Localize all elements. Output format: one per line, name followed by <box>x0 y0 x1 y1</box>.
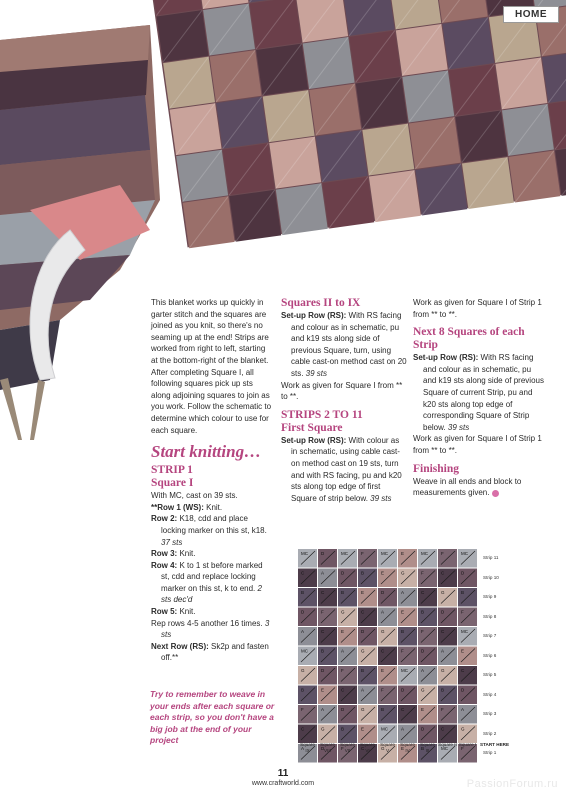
schematic-colour-code: C <box>441 570 445 576</box>
schematic-colour-code: B <box>341 590 345 595</box>
schematic-colour-code: D <box>421 726 425 732</box>
schematic-colour-code: E <box>341 629 345 634</box>
schematic-colour-code: A <box>321 570 325 576</box>
schematic-colour-code: B <box>381 707 385 712</box>
schematic-colour-code: A <box>301 629 305 634</box>
schematic-colour-code: A <box>461 707 465 712</box>
schematic-colour-code: F <box>401 648 404 654</box>
schematic-colour-code: D <box>441 609 445 615</box>
schematic-colour-code: A <box>341 648 345 654</box>
strip-label: Strip 3 <box>483 711 497 716</box>
strip-label: Strip 11 <box>483 555 499 560</box>
schematic-colour-code: C <box>381 648 385 654</box>
schematic-colour-code: D <box>321 551 325 556</box>
schematic-colour-code: A <box>361 687 365 693</box>
schematic-colour-code: F <box>421 629 424 634</box>
schematic-colour-code: B <box>461 590 465 595</box>
schematic-colour-code: G <box>401 570 405 576</box>
schematic-colour-code: G <box>381 629 385 634</box>
blanket-square <box>250 0 302 49</box>
schematic-colour-code: A <box>441 648 445 654</box>
schematic-colour-code: G <box>441 668 445 673</box>
strips-2-11-heading: STRIPS 2 TO 11 <box>281 408 363 421</box>
schematic-colour-code: D <box>461 687 465 693</box>
square-label: Square III <box>420 742 435 753</box>
page-number: 11 <box>277 768 289 779</box>
schematic-colour-code: F <box>461 609 464 615</box>
schematic-colour-code: A <box>421 668 425 673</box>
schematic-colour-code: D <box>321 746 325 751</box>
schematic-colour-code: A <box>321 707 325 712</box>
strip-label: Strip 5 <box>483 672 497 677</box>
square-label: Square IV <box>400 742 415 753</box>
schematic-colour-code: C <box>361 746 365 751</box>
schematic-colour-code: MC <box>301 648 308 654</box>
schematic-colour-code: B <box>341 726 345 732</box>
square-label: Square II <box>438 742 457 747</box>
section-tab: HOME <box>503 6 559 23</box>
pattern-row: With MC, cast on 39 sts. <box>151 491 238 501</box>
work-first-square: Work as given for Square I of Strip 1 from ** to **. <box>413 298 542 319</box>
schematic-colour-code: E <box>321 687 325 693</box>
schematic-colour-code: C <box>421 590 425 595</box>
schematic-colour-code: F <box>381 687 384 693</box>
schematic-colour-code: C <box>301 726 305 732</box>
schematic-colour-code: A <box>401 590 405 595</box>
schematic-colour-code: E <box>381 570 385 576</box>
schematic-colour-code: D <box>321 668 325 673</box>
squares-2-9-heading: Squares II to IX <box>281 297 361 309</box>
site-url: www.craftworld.com <box>251 780 315 787</box>
schematic-colour-code: B <box>361 668 365 673</box>
schematic-colour-code: D <box>461 570 465 576</box>
strips-2-11-setup: Set-up Row (RS): With colour as in schematic, using cable cast-on method cast on 19 sts, turn and with RS facing, pu and k20 sts along top edge of first Square of strip below. 39 sts <box>281 435 402 503</box>
strip-label: Strip 9 <box>483 594 497 599</box>
schematic-colour-code: MC <box>461 629 468 634</box>
column-2 <box>281 297 407 504</box>
strip-label: Strip 10 <box>483 574 499 580</box>
schematic-colour-code: F <box>461 746 464 751</box>
schematic-colour-code: E <box>421 707 425 712</box>
square1-heading: Square I <box>151 477 194 490</box>
square-label: Square VII <box>340 742 355 753</box>
strip-label: Strip 2 <box>483 730 497 736</box>
schematic-colour-code: G <box>361 648 365 654</box>
schematic-colour-code: D <box>341 707 345 712</box>
squares-2-9-work: Work as given for Square I from ** to **. <box>281 380 403 402</box>
schematic-colour-code: C <box>321 629 325 634</box>
schematic-colour-code: MC <box>381 551 388 556</box>
pattern-rows <box>151 490 273 664</box>
schematic-colour-code: G <box>381 746 385 751</box>
schematic-colour-code: C <box>461 668 465 673</box>
schematic-colour-code: A <box>401 726 405 732</box>
next-8-heading: Next 8 Squares of each Strip <box>413 326 525 352</box>
start-knitting-heading: Start knitting… <box>151 442 262 462</box>
square-label: Square V <box>380 742 395 753</box>
strip-label: Strip 6 <box>483 652 497 658</box>
strip-label: Strip 1 <box>483 750 497 755</box>
schematic-colour-code: E <box>401 746 405 751</box>
schematic-colour-code: MC <box>381 726 388 732</box>
schematic-colour-code: MC <box>421 551 428 556</box>
schematic-colour-code: MC <box>341 551 348 556</box>
schematic-colour-code: E <box>361 726 365 732</box>
finishing-heading: Finishing <box>413 462 460 475</box>
column-3 <box>413 297 545 499</box>
schematic-colour-code: MC <box>441 746 448 751</box>
schematic-colour-code: A <box>381 609 385 615</box>
tip-text: Try to remember to weave in your ends after each square or each strip, so you don't have a big job at the end of your project <box>150 689 275 745</box>
end-bullet-icon <box>492 490 499 497</box>
schematic-colour-code: F <box>421 570 424 576</box>
schematic-colour-code: D <box>341 570 345 576</box>
schematic-colour-code: G <box>361 707 365 712</box>
start-here-label: START HERE <box>480 742 510 747</box>
schematic-colour-code: D <box>401 687 405 693</box>
schematic-colour-code: F <box>341 746 344 751</box>
column-1 <box>151 297 273 664</box>
schematic-colour-code: B <box>441 687 445 693</box>
schematic-colour-code: F <box>441 551 444 556</box>
schematic-colour-code: B <box>401 629 405 634</box>
schematic-colour-code: B <box>301 590 305 595</box>
square-label: Square VIII <box>320 742 335 753</box>
pattern-row: Row 4: K to 1 st before marked st, cdd and replace locking marker on this st, k to end. 2 sts dec'd <box>151 560 263 605</box>
pattern-row: Row 2: K18, cdd and place locking marker on this st, k18. 37 sts <box>151 514 267 547</box>
schematic-colour-code: G <box>461 726 465 732</box>
schematic-colour-code: C <box>341 687 345 693</box>
schematic-colour-code: C <box>401 707 405 712</box>
blanket-square <box>343 0 395 36</box>
schematic-colour-code: C <box>321 590 325 595</box>
next-8-work: Work as given for Square I of Strip 1 from ** to **. <box>413 434 542 455</box>
schematic-colour-code: D <box>301 609 305 615</box>
schematic-colour-code: E <box>401 609 405 615</box>
schematic-colour-code: MC <box>461 551 468 556</box>
square-label: Square I <box>458 742 477 747</box>
first-square-heading: First Square <box>281 421 343 434</box>
schematic-colour-code: E <box>361 590 365 595</box>
schematic-colour-code: D <box>421 648 425 654</box>
next-8-setup: Set-up Row (RS): With RS facing and colour as in schematic, pu and k19 sts along side of previous Square of current Strip, pu and k20 sts along top edge of corresponding Square of Strip below. 39 sts <box>413 353 544 432</box>
schematic-colour-code: C <box>441 629 445 634</box>
schematic-colour-code: C <box>361 609 365 615</box>
schematic-colour-code: C <box>301 570 305 576</box>
pattern-row: **Row 1 (WS): Knit. <box>151 502 223 512</box>
schematic-colour-code: B <box>301 687 305 693</box>
schematic-colour-code: G <box>341 609 345 615</box>
square-label: Square IX <box>300 742 315 753</box>
schematic-colour-code: G <box>421 687 425 693</box>
intro-text: This blanket works up quickly in garter stitch and the squares are joined as you knit, so there's no seaming up at the end! Strips are worked from right to left, starting at the bottom-right of the blanket. After completing Square I, all following squares pick up sts along adjoining squares to join as you work. Follow the schematic to determine which colour to use for each square. <box>151 298 272 435</box>
strip-label: Strip 7 <box>483 633 497 638</box>
pattern-row: Rep rows 4-5 another 16 times. 3 sts <box>151 618 270 640</box>
pattern-row: Row 3: Knit. <box>151 549 196 559</box>
schematic-colour-code: G <box>301 668 305 673</box>
watermark: PassionForum.ru <box>466 778 558 790</box>
strip-label: Strip 4 <box>483 691 497 697</box>
schematic-colour-code: F <box>361 551 364 556</box>
schematic-colour-code: D <box>381 590 385 595</box>
blanket-square <box>296 0 348 42</box>
finishing-text: Weave in all ends and block to measurements given. <box>413 476 522 498</box>
schematic-colour-code: B <box>421 746 425 751</box>
schematic-colour-code: F <box>301 707 304 712</box>
squares-2-9-setup: Set-up Row (RS): With RS facing and colour as in schematic, pu and k19 sts along side of previous Square, turn, using cable cast-on method cast on 20 sts. 39 sts <box>281 311 407 378</box>
pattern-row: Next Row (RS): Sk2p and fasten off.** <box>151 641 269 663</box>
schematic-colour-code: F <box>441 707 444 712</box>
square-label: Square VI <box>360 742 375 753</box>
schematic-colour-code: G <box>321 726 325 732</box>
schematic-colour-code: MC <box>401 668 408 673</box>
schematic-colour-code: B <box>421 609 425 615</box>
schematic-colour-code: D <box>361 629 365 634</box>
schematic-colour-code: E <box>381 668 385 673</box>
schematic-colour-code: E <box>401 551 405 556</box>
schematic-colour-code: B <box>321 648 325 654</box>
pattern-row: Row 5: Knit. <box>151 607 196 617</box>
strip1-heading: STRIP 1 <box>151 464 193 477</box>
schematic-colour-code: MC <box>301 551 308 556</box>
schematic-colour-code: A <box>301 746 305 751</box>
strip-label: Strip 8 <box>483 613 497 619</box>
schematic-colour-code: G <box>441 590 445 595</box>
schematic-colour-code: E <box>461 648 465 654</box>
schematic-colour-code: C <box>441 726 445 732</box>
schematic-colour-code: F <box>341 668 344 673</box>
schematic-colour-code: B <box>361 570 365 576</box>
schematic-colour-code: F <box>321 609 324 615</box>
